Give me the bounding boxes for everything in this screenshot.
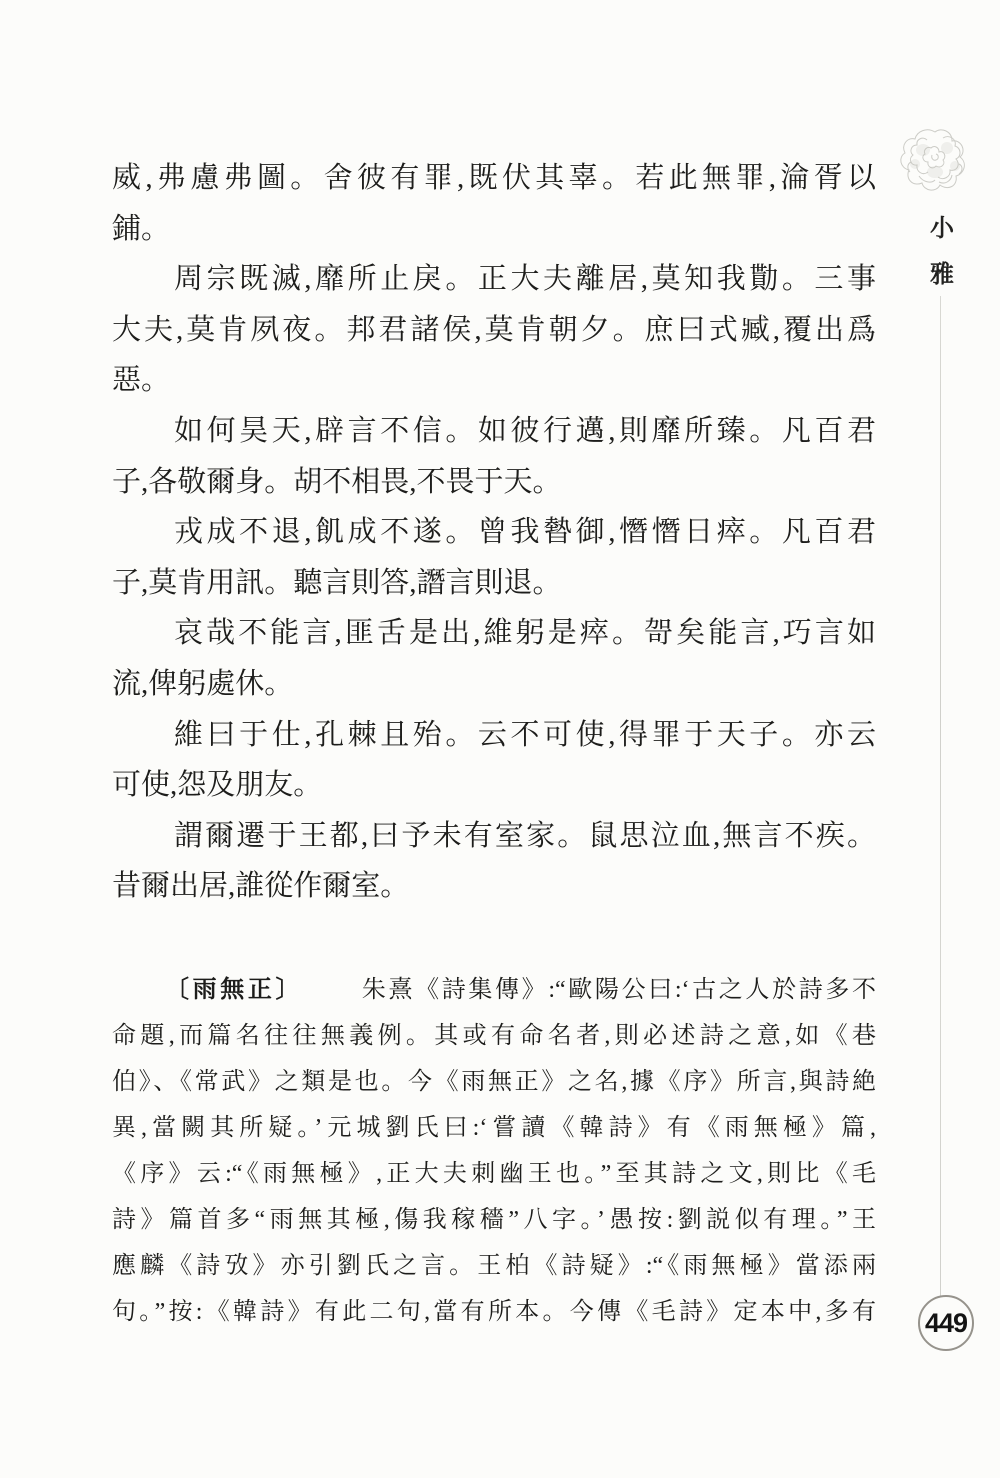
poem-text-block: [112, 153, 876, 912]
entry-title: 〔雨無正〕: [165, 977, 304, 1003]
commentary-line: 伯》、《常武》之類是也。今《雨無正》之名,據《序》所言,與詩絶: [112, 1069, 876, 1095]
entry-title-gap: [303, 996, 359, 997]
poem-line: 謂爾遷于王都,曰予未有室家。鼠思泣血,無言不疾。: [174, 819, 876, 852]
margin-section-label: [925, 217, 959, 287]
commentary-line: 《序》云:“《雨無極》,正大夫刺幽王也。”至其詩之文,則比《毛: [112, 1161, 876, 1187]
commentary-line: 命題,而篇名往往無義例。其或有命名者,則必述詩之意,如《巷: [112, 1023, 876, 1049]
poem-line: 威,弗慮弗圖。舍彼有罪,既伏其辜。若此無罪,淪胥以: [112, 162, 876, 194]
poem-line: 昔爾出居,誰從作爾室。: [112, 870, 410, 903]
commentary-lines: [112, 1013, 876, 1335]
margin-rule-line: [940, 296, 941, 1296]
poem-line: 大夫,莫肯夙夜。邦君諸侯,莫肯朝夕。庶曰式臧,覆出爲: [112, 313, 876, 346]
commentary-block: [112, 967, 876, 1335]
poem-line: 如何昊天,辟言不信。如彼行邁,則靡所臻。凡百君: [174, 414, 876, 447]
commentary-line: 應麟《詩攷》亦引劉氏之言。王柏《詩疑》:“《雨無極》當添兩: [112, 1253, 876, 1279]
commentary-first-line-text: 朱熹《詩集傳》:“歐陽公曰:‘古之人於詩多不: [359, 977, 876, 1003]
commentary-first-line: [112, 967, 876, 1013]
poem-line: 惡。: [112, 364, 171, 397]
page-number-text: 449: [924, 1307, 968, 1338]
commentary-line: 異,當闕其所疑。’元城劉氏曰:‘嘗讀《韓詩》有《雨無極》篇,: [112, 1115, 876, 1141]
poem-line: 哀哉不能言,匪舌是出,維躬是瘁。哿矣能言,巧言如: [174, 617, 876, 650]
poem-line: 子,莫肯用訊。聽言則答,譖言則退。: [112, 566, 562, 599]
commentary-line: 詩》篇首多“雨無其極,傷我稼穡”八字。’愚按:劉説似有理。”王: [112, 1207, 876, 1233]
poem-line: 可使,怨及朋友。: [112, 769, 323, 802]
poem-line: 周宗既滅,靡所止戾。正大夫離居,莫知我勩。三事: [174, 263, 876, 296]
floral-stamp-ornament-icon: [897, 124, 973, 198]
poem-line: 維曰于仕,孔棘且殆。云不可使,得罪于天子。亦云: [174, 718, 876, 751]
commentary-line: 句。”按:《韓詩》有此二句,當有所本。今傳《毛詩》定本中,多有: [112, 1299, 876, 1325]
section-label-char-top: 小: [930, 216, 954, 242]
poem-line: 流,俾躬處休。: [112, 667, 294, 700]
poem-line: 鋪。: [112, 212, 171, 245]
poem-line: 戎成不退,飢成不遂。曾我暬御,憯憯日瘁。凡百君: [174, 516, 876, 549]
section-label-char-bottom: 雅: [930, 262, 954, 288]
page-number-badge: [918, 1295, 974, 1351]
poem-line: 子,各敬爾身。胡不相畏,不畏于天。: [112, 465, 562, 498]
